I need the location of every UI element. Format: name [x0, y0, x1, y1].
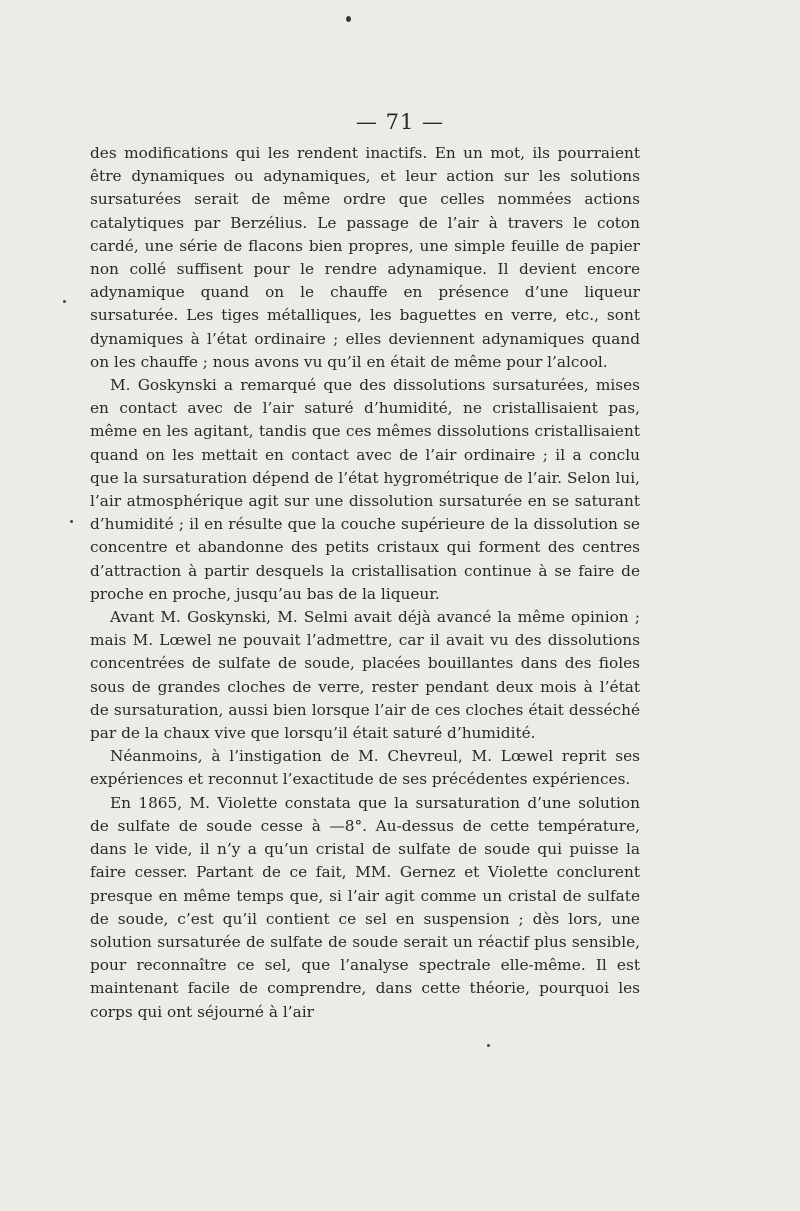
paragraph-1: des modifications qui les rendent inactifs. En un mot, ils pourraient être dynamiques ou adynamiques, et leur action sur les solutions sursaturées serait de même ordre que celles nommées actions catalytiques par Berzélius. Le passage de l’air à travers le coton cardé, une série de flacons bien propres, une simple feuille de papier non collé suffisent pour le rendre adynamique. Il devient encore adynamique quand on le chauffe en présence d’une liqueur sursaturée. Les tiges métalliques, les baguettes en verre, etc., sont dynamiques à l’état ordinaire ; elles deviennent adynamiques quand on les chauffe ; nous avons vu qu’il en était de même pour l’alcool.	[90, 144, 640, 371]
margin-mark	[487, 1044, 490, 1047]
margin-mark	[70, 520, 73, 523]
ink-speck	[346, 16, 351, 22]
paragraph-2: M. Goskynski a remarqué que des dissolutions sursaturées, mises en contact avec de l’air saturé d’humidité, ne cristallisaient pas, même en les agitant, tandis que ces mêmes dissolutions cristallisaient quand on les mettait en contact avec de l’air ordinaire ; il a conclu que la sursaturation dépend de l’état hygrométrique de l’air. Selon lui, l’air atmosphérique agit sur une dissolution sursaturée en se saturant d’humidité ; il en résulte que la couche supérieure de la dissolution se concentre et abandonne des petits cristaux qui forment des centres d’attraction à partir desquels la cristallisation continue à se faire de proche en proche, jusqu’au bas de la liqueur.	[90, 376, 640, 603]
margin-mark	[63, 300, 66, 303]
paragraph-4: Néanmoins, à l’instigation de M. Chevreul, M. Lœwel reprit ses expériences et reconnut l’exactitude de ses précédentes expériences.	[90, 747, 640, 789]
paragraph-5: En 1865, M. Violette constata que la sursaturation d’une solution de sulfate de soude cesse à —8°. Au-dessus de cette température, dans le vide, il n’y a qu’un cristal de sulfate de soude qui puisse la faire cesser. Partant de ce fait, MM. Gernez et Violette conclurent presque en même temps que, si l’air agit comme un cristal de sulfate de soude, c’est qu’il contient ce sel en suspension ; dès lors, une solution sursaturée de sulfate de soude serait un réactif plus sensible, pour reconnaître ce sel, que l’analyse spectrale elle-même. Il est maintenant facile de comprendre, dans cette théorie, pourquoi les corps qui ont séjourné à l’air	[90, 793, 640, 1021]
paragraph-3: Avant M. Goskynski, M. Selmi avait déjà avancé la même opinion ; mais M. Lœwel ne pouvait l’admettre, car il avait vu des dissolutions concentrées de sulfate de soude, placées bouillantes dans des fioles sous de grandes cloches de verre, rester pendant deux mois à l’état de sursaturation, aussi bien lorsque l’air de ces cloches était desséché par de la chaux vive que lorsqu’il était saturé d’humidité.	[90, 608, 640, 743]
page-number: — 71 —	[355, 110, 445, 134]
body-text	[90, 142, 640, 1024]
